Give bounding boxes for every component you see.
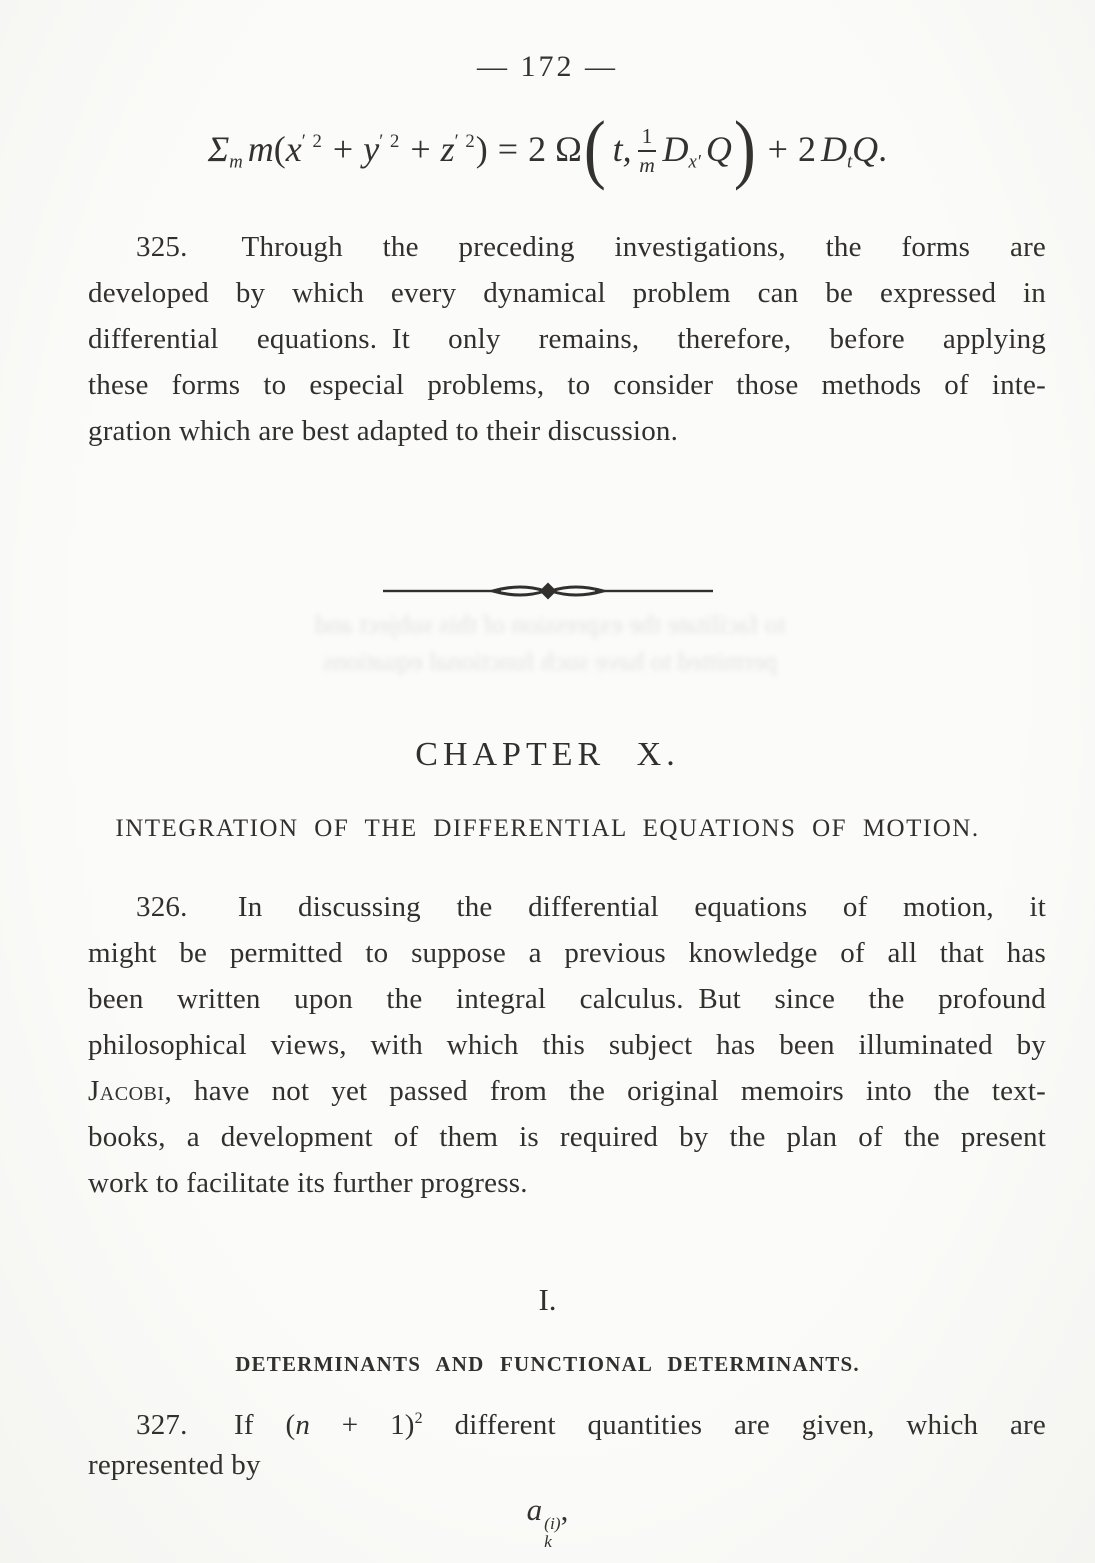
equation-two: 2 xyxy=(797,129,816,170)
paragraph-line: 325. Through the preceding investigations, the forms are xyxy=(136,231,1046,263)
equation-q-2: Q xyxy=(852,129,879,170)
equation-d2-subscript: t xyxy=(846,151,853,173)
paragraph-line-jacobi xyxy=(88,1068,1046,1114)
paragraph-text: + 1) xyxy=(310,1409,415,1442)
formula-superscript: (i) xyxy=(544,1513,561,1533)
equation-d-operator-2: D xyxy=(820,129,847,170)
show-through-line: to facilitate the expression of this subject and xyxy=(314,610,786,639)
equation-sigma: Σ xyxy=(207,129,230,170)
equation-y: y xyxy=(363,129,380,170)
formula-subscript: k xyxy=(544,1531,552,1551)
paragraph-line-rest: , have not yet passed from the original memoirs into the text- xyxy=(164,1075,1046,1107)
paragraph-line: developed by which every dynamical problem can be expressed in xyxy=(88,277,1046,309)
paragraph-line: might be permitted to suppose a previous knowledge of all that has xyxy=(88,937,1046,969)
equation-two-omega: 2 Ω xyxy=(528,129,582,170)
paragraph-line-with-math xyxy=(88,1396,1046,1442)
paragraph-line: 326. In discussing the differential equations of motion, it xyxy=(136,891,1046,923)
paragraph-327 xyxy=(88,1396,1046,1488)
paragraph-325 xyxy=(88,224,1046,454)
equation-mass-coefficient: m xyxy=(247,129,274,170)
equation-plus-3: + xyxy=(767,129,788,170)
equation-period: . xyxy=(878,129,888,170)
variable-n: n xyxy=(295,1409,311,1442)
equation-plus-2: + xyxy=(410,129,431,170)
equation-x: x xyxy=(285,129,302,170)
equation-q-1: Q xyxy=(705,129,732,170)
equation-z: z xyxy=(440,129,455,170)
main-equation: $\Sigma_m$ $m(x^{' 2} + y^{' 2} + z^{' 2}) = 2$ Ω( t, $\frac{1}{m}$ $D_{x'}$ Q) + 2 $D_tQ$. xyxy=(207,105,888,192)
section-numeral: I. xyxy=(538,1282,557,1317)
show-through-text xyxy=(120,606,980,680)
equation-fraction xyxy=(638,124,657,178)
paragraph-text: different quantities are given, which are xyxy=(422,1409,1046,1442)
exponent-2: 2 xyxy=(414,1410,423,1427)
equation-equals: = xyxy=(497,129,519,170)
paragraph-line: philosophical views, with which this subject has been illuminated by xyxy=(88,1029,1046,1061)
formula-a: a xyxy=(526,1492,543,1527)
paragraph-line: represented by xyxy=(88,1449,261,1481)
page-number: — 172 — xyxy=(477,50,618,83)
paragraph-line: differential equations. It only remains, therefore, before applying xyxy=(88,323,1046,355)
formula-supsub xyxy=(542,1515,560,1551)
divider-rule-icon xyxy=(383,580,713,602)
equation-plus-1: + xyxy=(332,129,354,170)
chapter-subtitle: INTEGRATION OF THE DIFFERENTIAL EQUATIONS OF MOTION. xyxy=(115,815,980,842)
equation-sigma-subscript: m xyxy=(229,151,243,173)
section-heading: DETERMINANTS AND FUNCTIONAL DETERMINANTS. xyxy=(235,1352,860,1376)
paragraph-326 xyxy=(88,884,1046,1206)
equation-close-paren: ) xyxy=(475,129,488,170)
show-through-line: permitted to have such functional equations xyxy=(322,647,778,676)
paragraph-line: these forms to especial problems, to consider those methods of inte- xyxy=(88,369,1046,401)
equation-d-operator-1: D xyxy=(662,129,689,170)
paragraph-line: books, a development of them is required by the plan of the present xyxy=(88,1121,1046,1153)
equation-d1-subscript: x′ xyxy=(688,151,701,173)
ornament-divider xyxy=(0,580,1095,607)
chapter-heading: CHAPTER X. xyxy=(415,736,680,773)
paragraph-line: been written upon the integral calculus. But since the profound xyxy=(88,983,1046,1015)
equation-x-superscript: ′ 2 xyxy=(301,131,323,153)
equation-y-superscript: ′ 2 xyxy=(379,131,401,153)
jacobi-name: Jacobi xyxy=(88,1075,165,1107)
formula-comma: , xyxy=(560,1492,569,1527)
inline-formula xyxy=(0,1492,1095,1551)
fraction-denominator: m xyxy=(639,152,655,177)
paragraph-line: work to facilitate its further progress. xyxy=(88,1167,528,1199)
paragraph-text: 327. If ( xyxy=(136,1409,296,1442)
equation-t: t, xyxy=(612,129,632,170)
equation-open-paren: ( xyxy=(273,129,286,170)
equation-z-superscript: ′ 2 xyxy=(454,131,476,153)
fraction-numerator: 1 xyxy=(638,124,657,152)
paragraph-line: gration which are best adapted to their discussion. xyxy=(88,415,679,447)
